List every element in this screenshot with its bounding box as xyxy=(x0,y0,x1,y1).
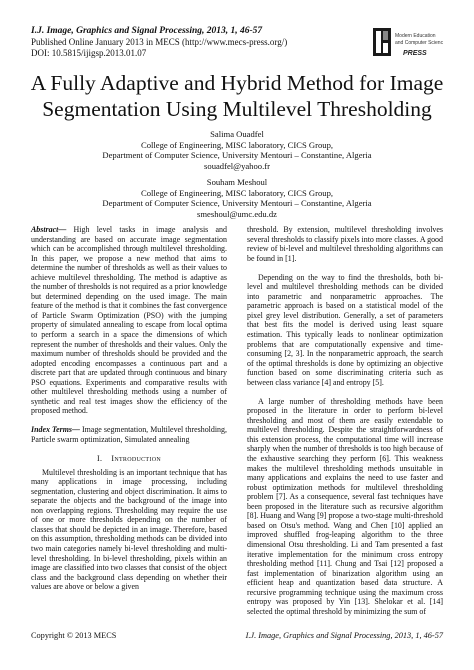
publication-line: Published Online January 2013 in MECS (http://www.mecs-press.org/) xyxy=(31,37,288,47)
paper-title xyxy=(20,70,454,122)
author-block-2 xyxy=(20,177,454,219)
index-terms xyxy=(31,425,227,444)
title-line-2: Segmentation Using Multilevel Thresholding xyxy=(42,97,432,121)
author-affiliation-2: Department of Computer Science, University Mentouri – Constantine, Algeria xyxy=(102,150,372,161)
logo-line-1: Modern Education xyxy=(395,33,436,39)
footer-journal: I.J. Image, Graphics and Signal Processing, 2013, 1, 46-57 xyxy=(245,631,443,640)
left-column xyxy=(31,225,227,592)
author-email: souadfel@yahoo.fr xyxy=(204,160,270,171)
section-number: I. xyxy=(97,454,103,464)
author-affiliation-1: College of Engineering, MISC laboratory, CICS Group, xyxy=(140,187,334,198)
index-terms-text: Image segmentation, Multilevel thresholding, Particle swarm optimization, Simulated annealing xyxy=(31,425,227,444)
author-affiliation-2: Department of Computer Science, University Mentouri – Constantine, Algeria xyxy=(102,198,372,209)
author-email: smeshoul@umc.edu.dz xyxy=(197,208,277,219)
logo-line-2: and Computer Science xyxy=(395,40,443,46)
index-terms-label: Index Terms— xyxy=(31,425,80,435)
author-block-1 xyxy=(20,129,454,171)
section-heading xyxy=(31,454,227,464)
author-affiliation-1: College of Engineering, MISC laboratory, CICS Group, xyxy=(140,139,334,150)
right-paragraph-1: threshold. By extension, multilevel thresholding involves several thresholds to classify pixels into more classes. A good review of bi-level and multilevel thresholding algorithms can be found in [1]. xyxy=(247,225,443,263)
author-name: Souham Meshoul xyxy=(206,177,268,187)
abstract-label: Abstract— xyxy=(31,225,67,234)
intro-paragraph: Multilevel thresholding is an important technique that has many applications in image processing, including segmentation, clustering and object discrimination. It aims to separate the objects and the background of the image into non overlapping regions. Thresholding may require the use of one or more thresholds depending on the number of classes that should be depicted in an image. Therefore, based on this assumption, thresholding methods can be divided into two main categories namely bi-level thresholding and multi-level thresholding. In bi-level thresholding, pixels within an image are classified into two classes that consist of the object class and the background class depending on whether their values are above or below a given xyxy=(31,467,227,592)
title-line-1: A Fully Adaptive and Hybrid Method for Image xyxy=(30,71,444,95)
right-paragraph-3: A large number of thresholding methods have been proposed in the literature in order to perform bi-level thresholding and most of them are easily extendable to multilevel thresholding. Despite the straightforwardness of this extension process, the computational time will increase sharply when the number of thresholds is too high because of the exhaustive searching they perform [6]. This weakness makes the multilevel thresholding methods unsuitable in many applications and explains the need to use faster and robust optimization methods for multilevel thresholding problem [7]. As a consequence, several fast techniques have been proposed in the literature such as recursive algorithm [8]. Huang and Wang [9] propose a two-stage multi-threshold based on Otsu's method. Wang and Chen [10] applied an improved shuffled frog-leaping algorithm to the three dimensional Otsu thresholding. Li and Tam presented a fast iterative implementation for the minimum cross entropy thresholding method [11]. Chung and Tsai [12] proposed a fast implementation of binarization algorithm using an efficient heap and quantization based data structure. A recursive programming technique using the maximum cross entropy was proposed by Yin [13]. Shelokar et al. [14] selected the optimal threshold by minimizing the sum of xyxy=(247,396,443,616)
author-name: Salima Ouadfel xyxy=(210,129,264,139)
journal-line: I.J. Image, Graphics and Signal Processing, 2013, 1, 46-57 xyxy=(31,26,263,36)
right-column xyxy=(247,225,443,616)
publisher-logo xyxy=(367,24,443,68)
publisher-logo-icon xyxy=(367,24,443,68)
footer-copyright: Copyright © 2013 MECS xyxy=(31,631,117,640)
section-title: Introduction xyxy=(111,454,161,464)
abstract xyxy=(31,225,227,416)
abstract-text: High level tasks in image analysis and understanding are based on accurate image segmentation which can be accomplished through multilevel thresholding. In this paper, we propose a new method that aims to determine the number of thresholds as well as their values to achieve multilevel thresholding. The method is adaptive as the number of thresholds is not required as a prior knowledge but determined depending on the used image. The main feature of the method is that it combines the fast convergence of Particle Swarm Optimization (PSO) with the jumping property of simulated annealing to escape from local optima to perform a search in a space the dimensions of which represent the number of thresholds and their values. Only the maximum number of thresholds should be provided and the adopted encoding encompasses a continuous part and a discrete part that are updated through continuous and binary PSO equations. Experiments and comparative results with other multilevel thresholding methods using a number of synthetic and real test images show the efficiency of the proposed method. xyxy=(31,225,227,416)
logo-brand: PRESS xyxy=(403,50,427,57)
right-paragraph-2: Depending on the way to find the thresholds, both bi-level and multilevel thresholding methods can be divided into parametric and nonparametric approaches. The parametric approach is based on a statistical model of the pixel grey level distribution. Generally, a set of parameters that best fits the model is derived using least square estimation. This typically leads to nonlinear optimization problems that are computationally expensive and time-consuming [2, 3]. In the nonparametric approach, the search of the optimal thresholds is done by optimizing an objective function based on some discriminating criteria such as between class variance [4] and entropy [5]. xyxy=(247,272,443,387)
doi-line: DOI: 10.5815/ijigsp.2013.01.07 xyxy=(31,47,147,58)
